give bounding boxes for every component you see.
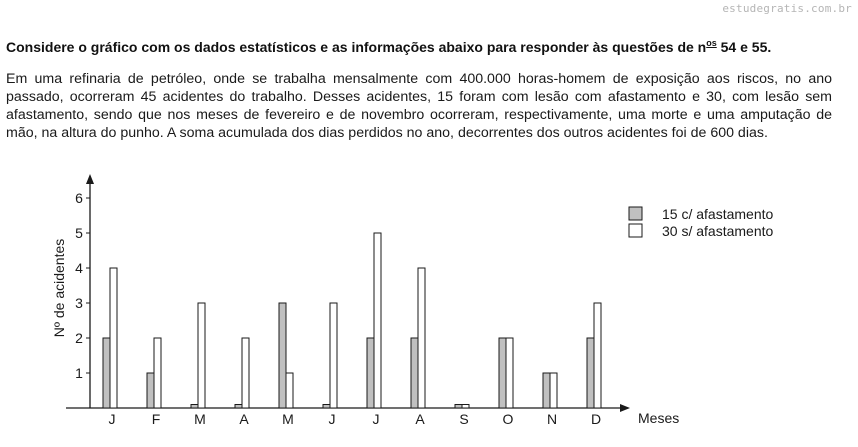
y-axis-arrow bbox=[86, 174, 94, 184]
bar-with-leave bbox=[323, 405, 330, 409]
x-tick-label: F bbox=[151, 411, 161, 427]
x-tick-label: S bbox=[459, 411, 469, 427]
bar-without-leave bbox=[198, 303, 205, 408]
bar-with-leave bbox=[411, 338, 418, 408]
bar-without-leave bbox=[286, 373, 293, 408]
legend-label-with-leave: 15 c/ afastamento bbox=[662, 206, 774, 222]
bar-without-leave bbox=[462, 405, 469, 409]
y-tick-label: 4 bbox=[75, 260, 83, 276]
bar-without-leave bbox=[418, 268, 425, 408]
x-tick-label: A bbox=[415, 411, 425, 427]
y-tick-label: 5 bbox=[75, 225, 83, 241]
x-tick-label: D bbox=[590, 411, 602, 427]
y-tick-label: 6 bbox=[75, 190, 83, 206]
bar-without-leave bbox=[374, 233, 381, 408]
bar-without-leave bbox=[594, 303, 601, 408]
bar-with-leave bbox=[587, 338, 594, 408]
bars bbox=[103, 233, 601, 408]
x-tick-label: O bbox=[502, 411, 514, 427]
chart-axes bbox=[51, 174, 679, 426]
legend-label-without-leave: 30 s/ afastamento bbox=[662, 223, 774, 239]
x-tick-label: M bbox=[282, 411, 294, 427]
bar-with-leave bbox=[235, 405, 242, 409]
bar-with-leave bbox=[455, 405, 462, 409]
x-tick-label: N bbox=[546, 411, 558, 427]
bar-with-leave bbox=[103, 338, 110, 408]
bar-without-leave bbox=[506, 338, 513, 408]
bar-without-leave bbox=[330, 303, 337, 408]
bar-with-leave bbox=[147, 373, 154, 408]
y-tick-label: 3 bbox=[75, 295, 83, 311]
x-tick-labels bbox=[109, 411, 602, 427]
bar-with-leave bbox=[279, 303, 286, 408]
x-axis-arrow bbox=[620, 404, 630, 412]
x-axis-title: Meses bbox=[638, 410, 680, 426]
watermark: estudegratis.com.br bbox=[722, 2, 852, 15]
question-heading bbox=[6, 38, 856, 55]
bar-with-leave bbox=[367, 338, 374, 408]
bar-with-leave bbox=[499, 338, 506, 408]
bar-without-leave bbox=[242, 338, 249, 408]
bar-with-leave bbox=[191, 405, 198, 409]
y-ticks bbox=[75, 190, 90, 381]
heading-superscript: os bbox=[706, 38, 717, 48]
x-tick-label: J bbox=[108, 411, 116, 427]
bar-without-leave bbox=[550, 373, 557, 408]
bar-with-leave bbox=[543, 373, 550, 408]
x-tick-label: A bbox=[239, 411, 249, 427]
x-tick-label: J bbox=[328, 411, 336, 427]
y-tick-label: 2 bbox=[75, 330, 83, 346]
bar-without-leave bbox=[154, 338, 161, 408]
x-tick-label: M bbox=[194, 411, 206, 427]
question-paragraph: Em uma refinaria de petróleo, onde se trabalha mensalmente com 400.000 horas-homem de exposição aos riscos, no ano passado, ocorreram 45 acidentes do trabalho. Desses acidentes, 15 foram com lesão com afastamento e 30, com lesão sem afastamento, sendo que nos meses de fevereiro e de novembro ocorreram, respectivamente, uma morte e uma amputação de mão, na altura do punho. A soma acumulada dos dias perdidos no ano, decorrentes dos outros acidentes foi de 600 dias. bbox=[6, 71, 832, 141]
legend-swatch-without-leave bbox=[629, 224, 642, 237]
bar-without-leave bbox=[110, 268, 117, 408]
y-tick-label: 1 bbox=[75, 365, 83, 381]
heading-text-end: 54 e 55. bbox=[716, 39, 772, 55]
x-tick-label: J bbox=[372, 411, 380, 427]
heading-text: Considere o gráfico com os dados estatísticos e as informações abaixo para responder às questões de n bbox=[6, 39, 707, 55]
legend-swatch-with-leave bbox=[629, 207, 642, 220]
legend bbox=[629, 206, 774, 239]
y-axis-title: Nº de acidentes bbox=[51, 238, 67, 338]
accidents-bar-chart bbox=[0, 170, 858, 447]
